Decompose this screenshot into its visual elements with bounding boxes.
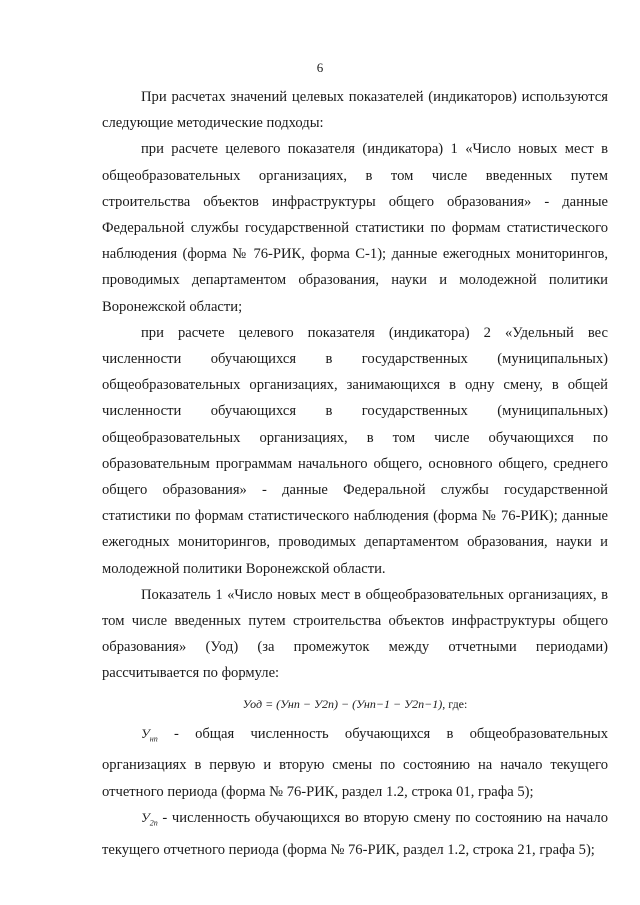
definition-text: - общая численность обучающихся в общеобразовательных организациях в первую и вторую смены по состоянию на начало текущего отчетного периода (форма № 76-РИК, раздел 1.2, строка 01, графа 5); bbox=[102, 725, 608, 800]
definition-variable: $У_{нп}$ bbox=[141, 725, 158, 744]
paragraph-indicator-2: при расчете целевого показателя (индикатора) 2 «Удельный вес численности обучающихся в государственных (муниципальных) общеобразовательных организациях, занимающихся в одну смену, в общей численности обучающихся в государственных (муниципальных) общеобразовательных организациях, в том числе обучающихся по образовательным программам начального общего, основного общего, среднего общего образования» - данные Федеральной службы государственной статистики по формам статистического наблюдения (форма № 76-РИК); данные ежегодных мониторингов, проводимых департаментом образования, науки и молодежной политики Воронежской области. bbox=[102, 324, 608, 577]
paragraph-formula-intro: Показатель 1 «Число новых мест в общеобразовательных организациях, в том числе введенных путем строительства объектов инфраструктуры общего образования» (Уод) (за промежуток между отчетными периодами) рассчитывается по формуле: bbox=[102, 586, 608, 682]
formula-expression: Уод = (Унп − У2п) − (Унп−1 − У2п−1) bbox=[242, 696, 443, 711]
paragraph-indicator-1: при расчете целевого показателя (индикатора) 1 «Число новых мест в общеобразовательных организациях, в том числе введенных путем строительства объектов инфраструктуры общего образования» - данные Федеральной службы государственной статистики по формам статистического наблюдения (форма № 76-РИК, форма С-1); данные ежегодных мониторингов, проводимых департаментом образования, науки и молодежной политики Воронежской области; bbox=[102, 141, 608, 315]
formula-suffix: , где: bbox=[442, 696, 468, 711]
paragraph-intro: При расчетах значений целевых показателей (индикаторов) используются следующие методические подходы: bbox=[102, 89, 608, 132]
document-body bbox=[102, 84, 608, 863]
definition-item bbox=[102, 805, 608, 863]
formula bbox=[102, 693, 608, 715]
definition-text: - численность обучающихся во вторую смену по состоянию на начало текущего отчетного периода (форма № 76-РИК, раздел 1.2, строка 21, графа 5); bbox=[102, 809, 608, 858]
definition-variable: $У_{2п}$ bbox=[141, 809, 158, 828]
page-number: 6 bbox=[316, 60, 324, 75]
definition-item bbox=[102, 721, 608, 805]
